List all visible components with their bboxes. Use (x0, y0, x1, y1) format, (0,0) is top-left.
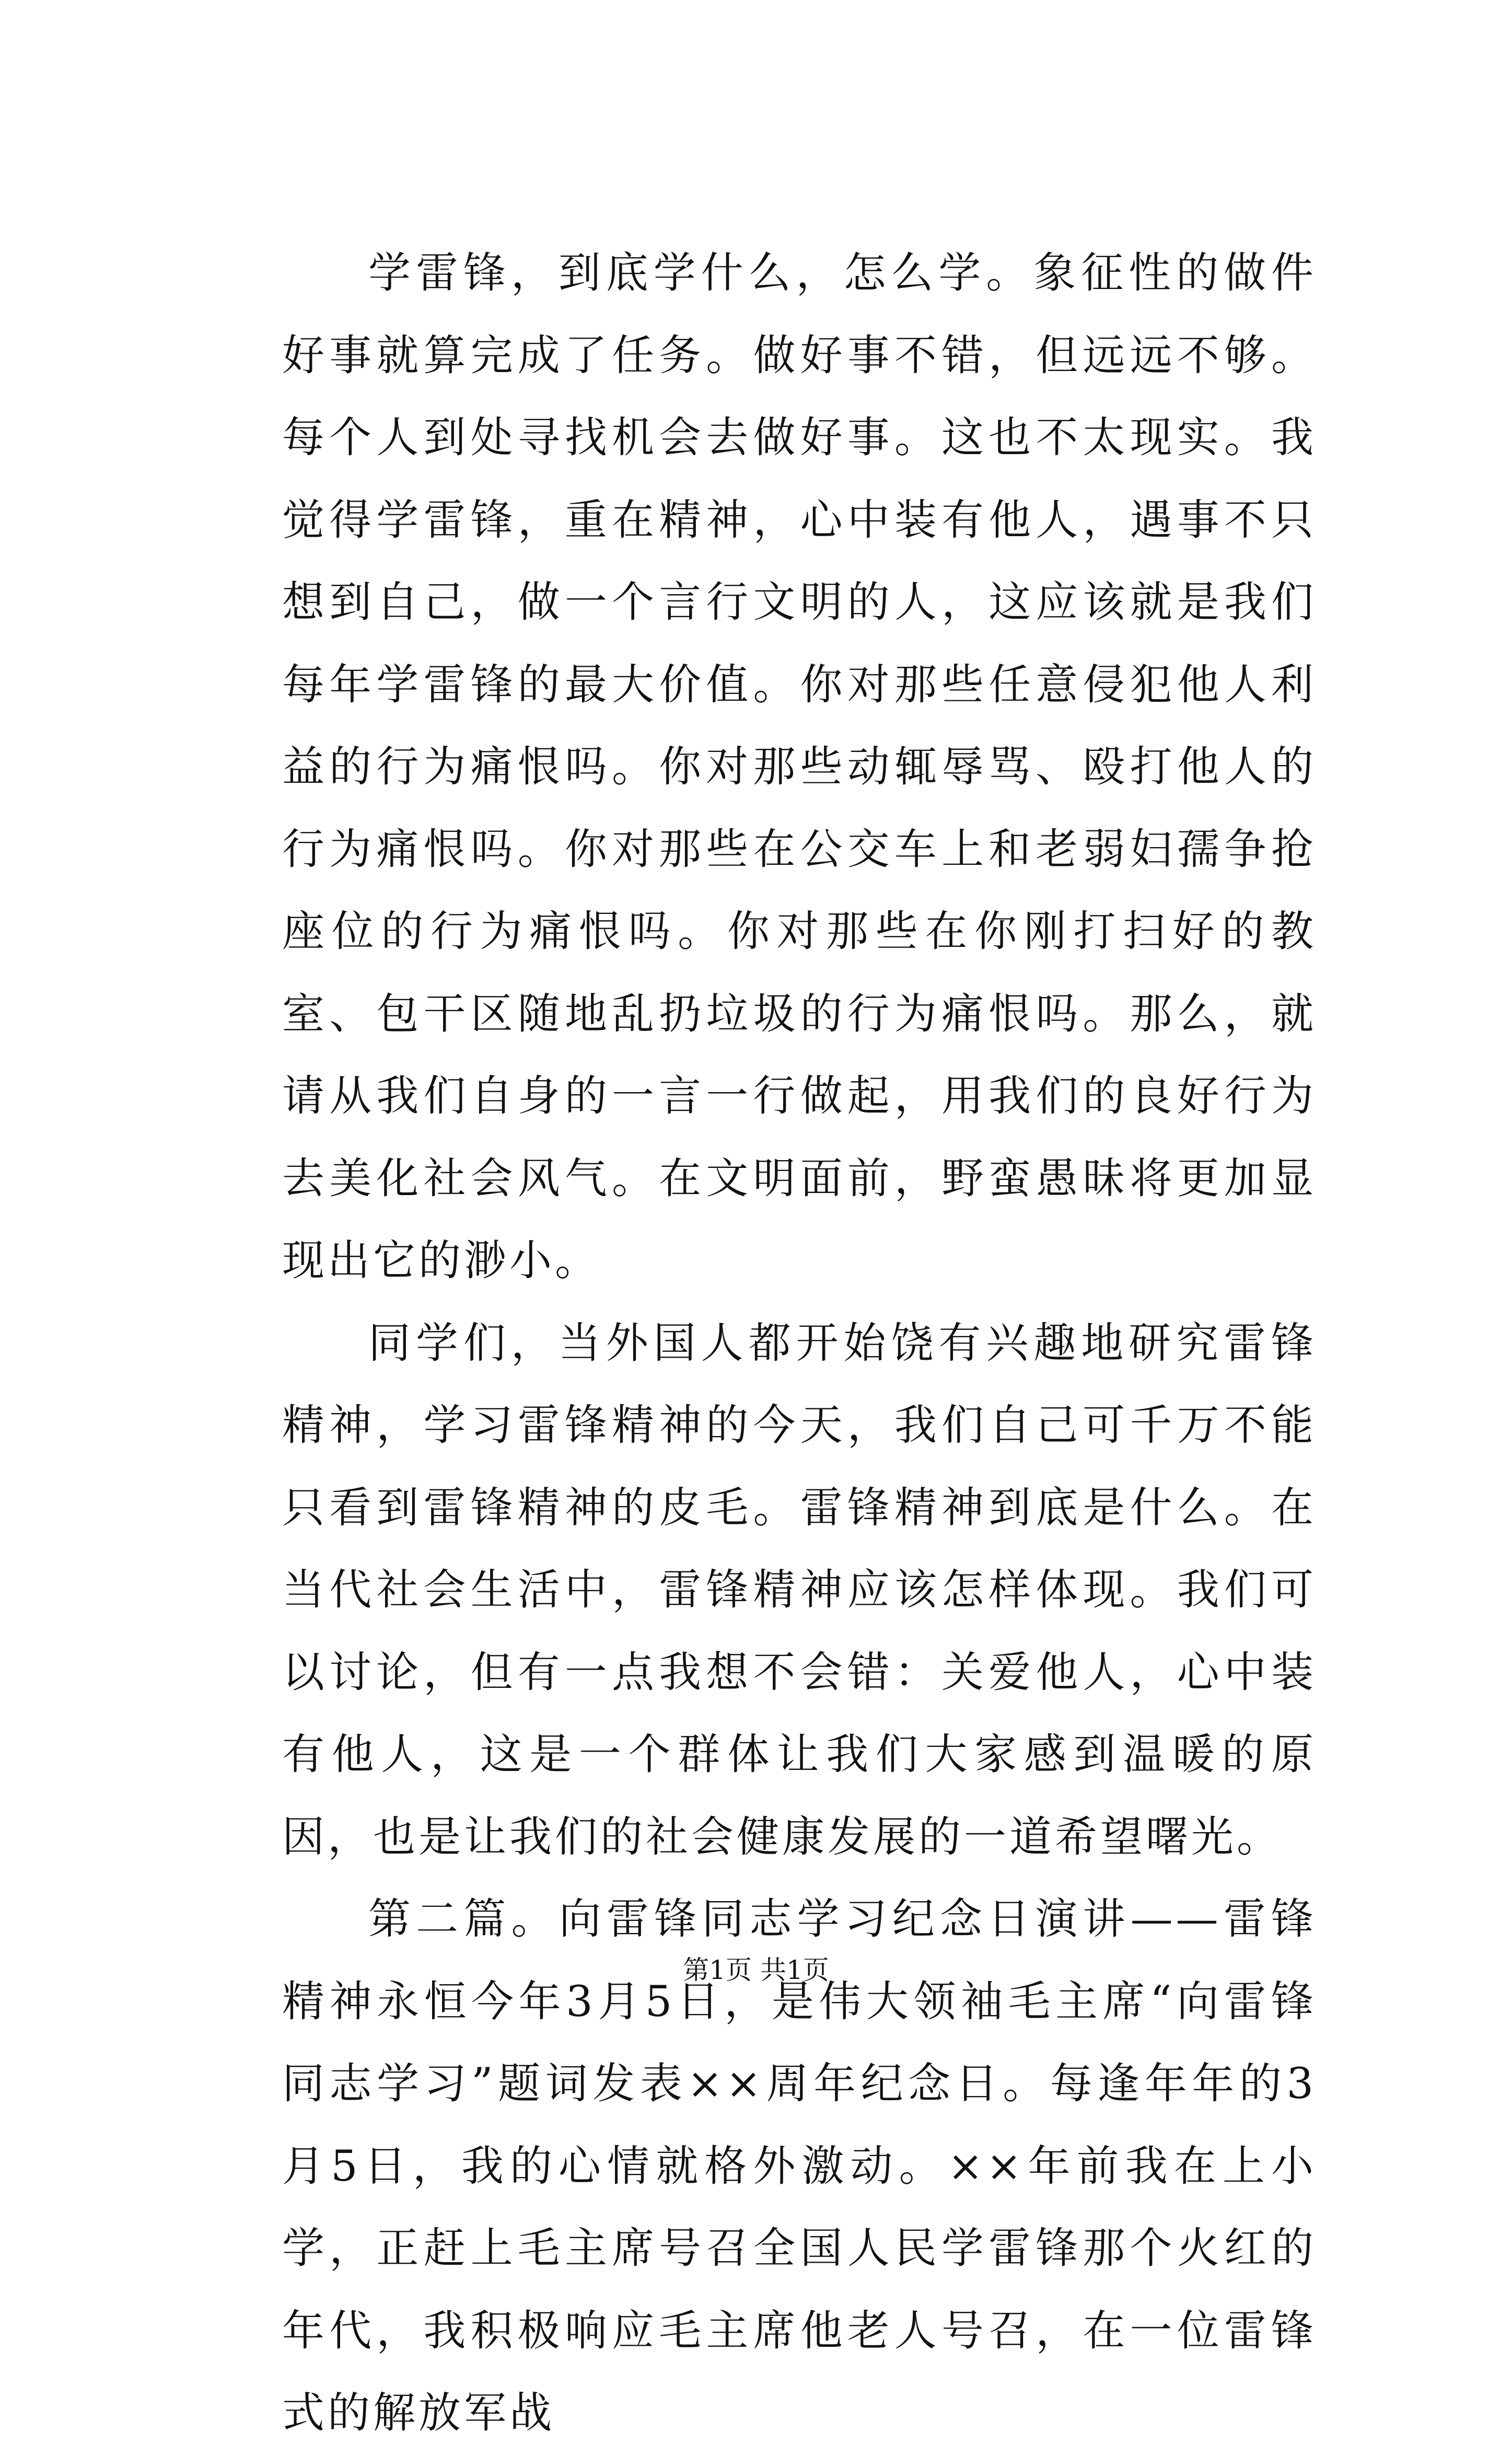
paragraph-1: 学雷锋，到底学什么，怎么学。象征性的做件好事就算完成了任务。做好事不错，但远远不够。每个人到处寻找机会去做好事。这也不太现实。我觉得学雷锋，重在精神，心中装有他人，遇事不只想到自己，做一个言行文明的人，这应该就是我们每年学雷锋的最大价值。你对那些任意侵犯他人利益的行为痛恨吗。你对那些动辄辱骂、殴打他人的行为痛恨吗。你对那些在公交车上和老弱妇孺争抢座位的行为痛恨吗。你对那些在你刚打扫好的教室、包干区随地乱扔垃圾的行为痛恨吗。那么，就请从我们自身的一言一行做起，用我们的良好行为去美化社会风气。在文明面前，野蛮愚昧将更加显现出它的渺小。 (282, 249, 1317, 1286)
page-number-label: 第1页 共1页 (683, 1955, 829, 1985)
document-body (282, 233, 1317, 2455)
page-footer (0, 1952, 1512, 1988)
paragraph-3: 第二篇。向雷锋同志学习纪念日演讲——雷锋精神永恒今年3月5日，是伟大领袖毛主席“向雷锋同志学习”题词发表××周年纪念日。每逢年年的3月5日，我的心情就格外激动。××年前我在上小学，正赶上毛主席号召全国人民学雷锋那个火红的年代，我积极响应毛主席他老人号召，在一位雷锋式的解放军战 (282, 1895, 1317, 2438)
paragraph-2: 同学们，当外国人都开始饶有兴趣地研究雷锋精神，学习雷锋精神的今天，我们自己可千万不能只看到雷锋精神的皮毛。雷锋精神到底是什么。在当代社会生活中，雷锋精神应该怎样体现。我们可以讨论，但有一点我想不会错：关爱他人，心中装有他人，这是一个群体让我们大家感到温暖的原因，也是让我们的社会健康发展的一道希望曙光。 (282, 1318, 1317, 1862)
